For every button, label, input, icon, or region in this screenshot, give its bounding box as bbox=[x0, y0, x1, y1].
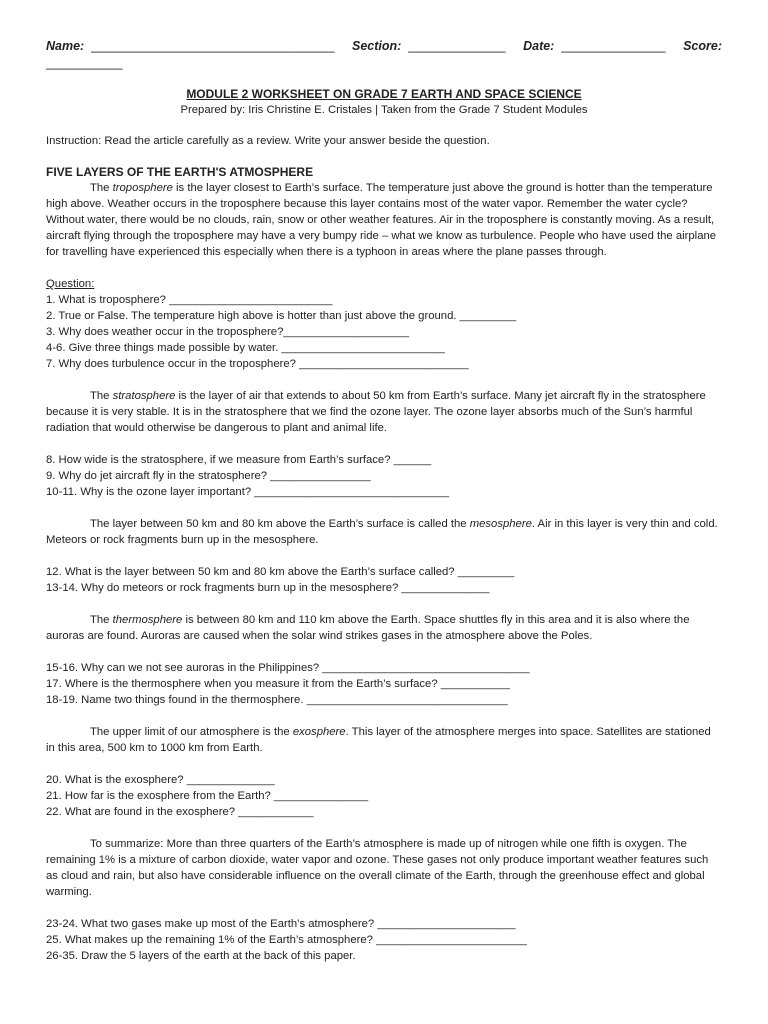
question-item: 7. Why does turbulence occur in the troposphere? ___________________________ bbox=[46, 358, 469, 370]
score-label: Score: bbox=[683, 39, 722, 53]
question-list-mesosphere bbox=[46, 564, 722, 596]
question-list-exosphere bbox=[46, 772, 722, 820]
summary-paragraph: To summarize: More than three quarters of the Earth’s atmosphere is made up of nitrogen while one fifth is oxygen. The remaining 1% is a mixture of carbon dioxide, water vapor and ozone. These gases not only produce important weather features such as cloud and rain, but also have considerable influence on the overall climate of the Earth, through the greenhouse effect and global warming. bbox=[46, 838, 709, 898]
section-heading: FIVE LAYERS OF THE EARTH'S ATMOSPHERE bbox=[46, 165, 314, 179]
question-item: 25. What makes up the remaining 1% of the Earth’s atmosphere? ________________________ bbox=[46, 934, 527, 946]
thermosphere-paragraph: The thermosphere is between 80 km and 110 km above the Earth. Space shuttles fly in this area and it is also where the auroras are found. Auroras are caused when the solar wind strikes gases in the atmosphere above the Poles. bbox=[46, 614, 690, 642]
score-blank: ___________ bbox=[46, 56, 123, 70]
troposphere-term: troposphere bbox=[112, 182, 173, 194]
question-list-thermosphere bbox=[46, 660, 722, 708]
name-field: Name: ___________________________________ bbox=[46, 39, 335, 53]
date-field: Date: _______________ bbox=[523, 39, 666, 53]
question-item: 18-19. Name two things found in the thermosphere. ________________________________ bbox=[46, 694, 508, 706]
worksheet-title: MODULE 2 WORKSHEET ON GRADE 7 EARTH AND SPACE SCIENCE bbox=[186, 87, 582, 101]
question-item: 2. True or False. The temperature high above is hotter than just above the ground. _________ bbox=[46, 310, 517, 322]
question-item: 20. What is the exosphere? ______________ bbox=[46, 774, 275, 786]
stratosphere-term: stratosphere bbox=[112, 390, 176, 402]
question-item: 8. How wide is the stratosphere, if we measure from Earth’s surface? ______ bbox=[46, 454, 432, 466]
question-item: 26-35. Draw the 5 layers of the earth at the back of this paper. bbox=[46, 950, 356, 962]
question-item: 12. What is the layer between 50 km and 80 km above the Earth’s surface called? _________ bbox=[46, 566, 515, 578]
question-list-stratosphere bbox=[46, 452, 722, 500]
question-item: 15-16. Why can we not see auroras in the Philippines? _________________________________ bbox=[46, 662, 530, 674]
question-item: 17. Where is the thermosphere when you measure it from the Earth’s surface? ___________ bbox=[46, 678, 510, 690]
exosphere-paragraph: The upper limit of our atmosphere is the exosphere. This layer of the atmosphere merges into space. Satellites are stationed in this area, 500 km to 1000 km from Earth. bbox=[46, 726, 711, 754]
troposphere-paragraph: The troposphere is the layer closest to Earth’s surface. The temperature just above the ground is hotter than the temperature high above. Weather occurs in the troposphere because this layer contains most of the water vapor. Remember the water cycle? Without water, there would be no clouds, rain, snow or other weather features. Air in the troposphere is constantly moving. As a result, aircraft flying through the troposphere may have a very bumpy ride – what we know as turbulence. People who have used the airplane for travelling have experienced this especially when there is a typhoon in areas where the plane passes through. bbox=[46, 182, 717, 258]
name-blank: ___________________________________ bbox=[91, 39, 335, 53]
mesosphere-paragraph: The layer between 50 km and 80 km above the Earth’s surface is called the mesosphere. Air in this layer is very thin and cold. Meteors or rock fragments burn up in the mesosphere. bbox=[46, 518, 718, 546]
question-item: 10-11. Why is the ozone layer important? _______________________________ bbox=[46, 486, 450, 498]
question-item: 13-14. Why do meteors or rock fragments burn up in the mesosphere? ______________ bbox=[46, 582, 490, 594]
section-field: Section: ______________ bbox=[352, 39, 506, 53]
question-item: 3. Why does weather occur in the troposphere?____________________ bbox=[46, 326, 410, 338]
date-blank: _______________ bbox=[561, 39, 666, 53]
question-item: 22. What are found in the exosphere? ____________ bbox=[46, 806, 314, 818]
thermosphere-term: thermosphere bbox=[112, 614, 183, 626]
student-info-header bbox=[46, 38, 722, 72]
question-item: 23-24. What two gases make up most of the Earth’s atmosphere? ______________________ bbox=[46, 918, 516, 930]
exosphere-term: exosphere bbox=[292, 726, 346, 738]
stratosphere-paragraph: The stratosphere is the layer of air that extends to about 50 km from Earth’s surface. Many jet aircraft fly in the stratosphere because it is very stable. It is in the stratosphere that we find the ozone layer. The ozone layer absorbs much of the Sun’s harmful radiation that would otherwise be dangerous to plant and animal life. bbox=[46, 390, 706, 434]
question-item: 21. How far is the exosphere from the Earth? _______________ bbox=[46, 790, 369, 802]
section-blank: ______________ bbox=[408, 39, 506, 53]
question-list-troposphere bbox=[46, 292, 722, 372]
instruction-text: Instruction: Read the article carefully as a review. Write your answer beside the question. bbox=[46, 135, 490, 147]
question-item: 4-6. Give three things made possible by water. __________________________ bbox=[46, 342, 445, 354]
worksheet-subtitle: Prepared by: Iris Christine E. Cristales | Taken from the Grade 7 Student Modules bbox=[180, 104, 588, 116]
mesosphere-term: mesosphere bbox=[469, 518, 532, 530]
question-item: 1. What is troposphere? __________________________ bbox=[46, 294, 333, 306]
question-item: 9. Why do jet aircraft fly in the stratosphere? ________________ bbox=[46, 470, 371, 482]
question-label: Question: bbox=[46, 278, 95, 290]
question-list-summary bbox=[46, 916, 722, 964]
